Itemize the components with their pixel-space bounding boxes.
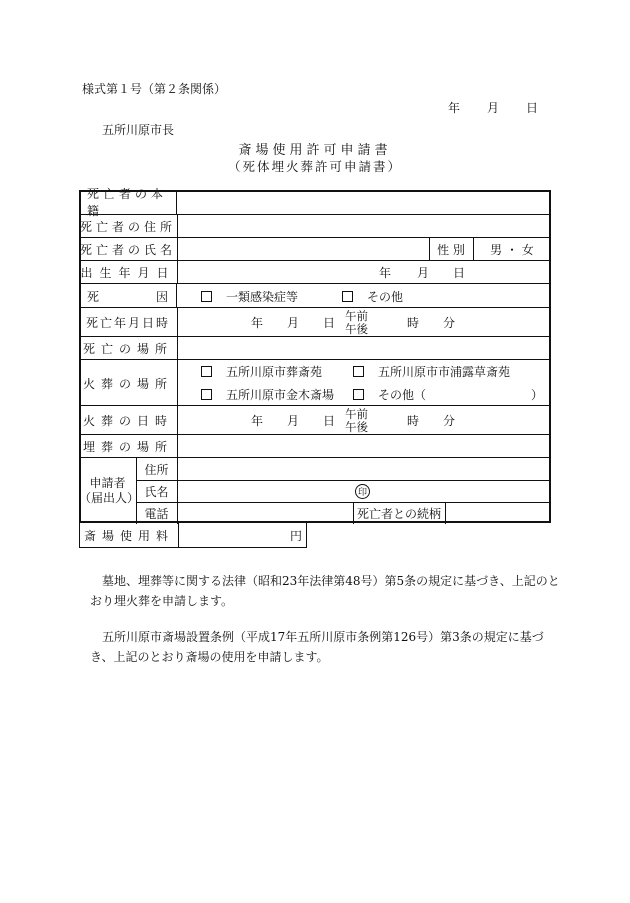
crem-day: 日 — [323, 414, 336, 428]
label-applicant-phone: 電話 — [144, 506, 169, 521]
crem-year: 年 — [251, 414, 264, 428]
crem-ampm[interactable]: 午前 午後 — [345, 406, 368, 434]
form-number: 様式第１号（第２条関係） — [82, 82, 227, 96]
label-birth: 出生年月日 — [79, 261, 178, 284]
seal-icon: 印 — [355, 484, 370, 499]
crem-option-sosaien[interactable]: 五所川原市葬斎苑 — [201, 360, 322, 383]
table-border — [79, 190, 551, 523]
label-applicant-address: 住所 — [144, 462, 169, 477]
death-ampm[interactable]: 午前 午後 — [345, 308, 368, 336]
label-crem-datetime: 火葬の日時 — [79, 406, 178, 435]
legal-statement-facility: 五所川原市斎場設置条例（平成17年五所川原市条例第126号）第3条の規定に基づき、上記のとおり斎場の使用を申請します。 — [90, 630, 544, 664]
fee-box — [79, 523, 307, 548]
legal-statement-burial: 墓地、埋葬等に関する法律（昭和23年法律第48号）第5条の規定に基づき、上記のとおり埋火葬を申請します。 — [90, 574, 560, 608]
crem-option-other[interactable]: その他（ — [353, 383, 426, 406]
form-subtitle: （死体埋火葬許可申請書） — [227, 159, 402, 174]
label-burial-place: 埋葬の場所 — [79, 435, 178, 458]
label-death-place: 死亡の場所 — [79, 337, 178, 360]
label-death-datetime: 死亡年月日時 — [79, 308, 178, 337]
addressee: 五所川原市長 — [102, 123, 175, 137]
label-jusho: 死亡者の住所 — [79, 215, 178, 238]
label-applicant: 申請者 （届出人） — [79, 458, 137, 524]
death-month: 月 — [287, 316, 300, 330]
crem-hour: 時 — [407, 414, 420, 428]
label-cause: 死 因 — [79, 284, 177, 308]
death-hour: 時 — [407, 316, 420, 330]
label-fee: 斎場使用料 — [80, 523, 179, 547]
birth-month: 月 — [417, 266, 430, 280]
fee-yen: 円 — [290, 528, 303, 543]
crem-other-close: ） — [531, 388, 544, 402]
sex-choice[interactable]: 男 ・ 女 — [490, 243, 534, 257]
birth-year: 年 — [379, 266, 392, 280]
death-year: 年 — [251, 316, 264, 330]
cause-option-other[interactable]: その他 — [342, 284, 403, 308]
date-day-label: 日 — [525, 101, 538, 115]
application-date — [448, 99, 538, 116]
form-title: 斎場使用許可申請書 — [238, 143, 392, 158]
label-sex: 性 別 — [437, 243, 465, 257]
label-crem-place: 火葬の場所 — [79, 360, 178, 406]
birth-day: 日 — [453, 266, 466, 280]
label-shimei: 死亡者の氏名 — [79, 238, 178, 261]
label-applicant-name: 氏名 — [144, 484, 169, 499]
label-honseki: 死亡者の本籍 — [79, 190, 177, 214]
crem-option-shiura[interactable]: 五所川原市市浦露草斎苑 — [353, 360, 510, 383]
death-day: 日 — [323, 316, 336, 330]
label-relation: 死亡者との続柄 — [356, 506, 441, 521]
crem-option-kanagi[interactable]: 五所川原市金木斎場 — [201, 383, 334, 406]
death-minute: 分 — [443, 316, 456, 330]
crem-month: 月 — [287, 414, 300, 428]
date-year-label: 年 — [448, 101, 461, 115]
crem-minute: 分 — [443, 414, 456, 428]
date-month-label: 月 — [486, 101, 499, 115]
cause-option-infectious[interactable]: 一類感染症等 — [201, 284, 298, 308]
